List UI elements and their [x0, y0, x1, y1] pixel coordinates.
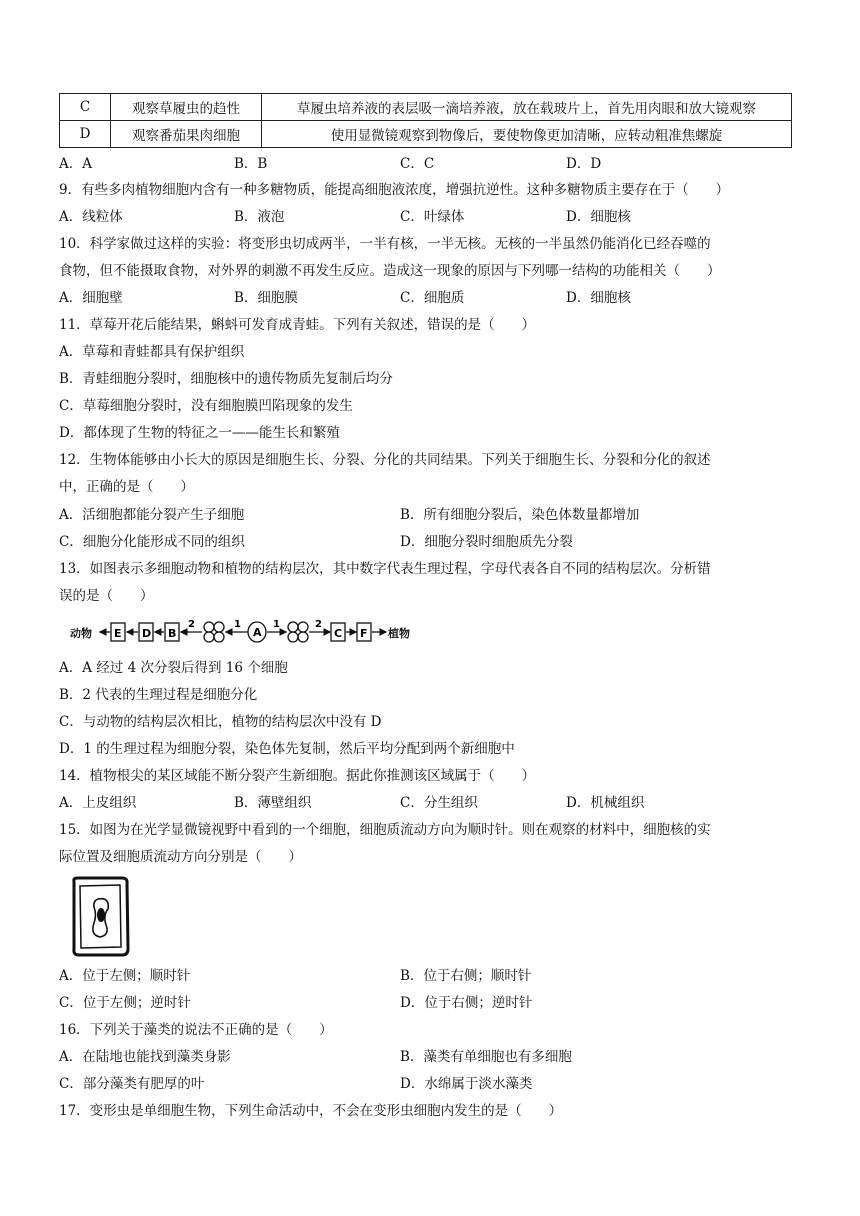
table-cell-method: 草履虫培养液的表层吸一滴培养液，放在载玻片上，首先用肉眼和放大镜观察	[262, 94, 792, 121]
cell-microscope-figure	[70, 875, 132, 959]
q11-option-c: C．草莓细胞分裂时，没有细胞膜凹陷现象的发生	[59, 398, 353, 414]
q12-option-b: B．所有细胞分裂后，染色体数量都增加	[400, 507, 640, 523]
table-row	[60, 94, 792, 121]
q9-option-d: D．细胞核	[566, 209, 631, 225]
q10-option-c: C．细胞质	[400, 290, 465, 306]
q11-option-b: B．青蛙细胞分裂时，细胞核中的遗传物质先复制后均分	[59, 371, 393, 387]
q15-option-d: D．位于右侧；逆时针	[400, 995, 533, 1011]
table-cell-letter: D	[60, 121, 111, 148]
four-cell-cluster-right	[288, 622, 308, 642]
q16-option-b: B．藻类有单细胞也有多细胞	[400, 1049, 572, 1065]
structure-levels-diagram	[70, 618, 415, 646]
q16-stem: 16．下列关于藻类的说法不正确的是（ ）	[59, 1022, 333, 1038]
diagram-letter-a: A	[253, 626, 262, 639]
nucleus-dark	[97, 908, 105, 922]
diagram-letter-e: E	[114, 627, 122, 640]
diagram-process-2-left: 2	[188, 619, 195, 630]
q14-stem: 14．植物根尖的某区域能不断分裂产生新细胞。据此你推测该区域属于（ ）	[59, 768, 536, 784]
q13-stem-line2: 误的是（ ）	[59, 588, 154, 604]
q16-option-c: C．部分藻类有肥厚的叶	[59, 1076, 205, 1092]
diagram-label-plant: 植物	[388, 627, 410, 640]
diagram-letter-f: F	[360, 627, 368, 640]
q9-option-c: C．叶绿体	[400, 209, 465, 225]
q14-option-a: A．上皮组织	[59, 795, 137, 811]
q8-option-c: C．C	[400, 156, 435, 172]
q15-option-b: B．位于右侧；顺时针	[400, 968, 532, 984]
q12-option-c: C．细胞分化能形成不同的组织	[59, 534, 245, 550]
table-cell-method: 使用显微镜观察到物像后，要使物像更加清晰，应转动粗准焦螺旋	[262, 121, 792, 148]
q14-option-c: C．分生组织	[400, 795, 478, 811]
diagram-process-2-right: 2	[315, 619, 322, 630]
q13-option-c: C．与动物的结构层次相比，植物的结构层次中没有 D	[59, 714, 382, 730]
q14-option-d: D．机械组织	[566, 795, 645, 811]
q16-option-a: A．在陆地也能找到藻类身影	[59, 1049, 231, 1065]
q12-stem-line2: 中，正确的是（ ）	[59, 479, 194, 495]
q8-option-b: B．B	[234, 156, 268, 172]
q11-option-d: D．都体现了生物的特征之一——能生长和繁殖	[59, 425, 340, 441]
q10-option-b: B．细胞膜	[234, 290, 298, 306]
q11-stem: 11．草莓开花后能结果，蝌蚪可发育成青蛙。下列有关叙述，错误的是（ ）	[59, 317, 536, 333]
q9-option-b: B．液泡	[234, 209, 285, 225]
table-row	[60, 121, 792, 148]
q17-stem: 17．变形虫是单细胞生物，下列生命活动中，不会在变形虫细胞内发生的是（ ）	[59, 1103, 563, 1119]
q8-option-a: A．A	[59, 156, 92, 172]
q12-stem-line1: 12．生物体能够由小长大的原因是细胞生长、分裂、分化的共同结果。下列关于细胞生长、分裂和分化的叙述	[59, 452, 711, 468]
q16-option-d: D．水绵属于淡水藻类	[400, 1076, 533, 1092]
diagram-process-1-left: 1	[234, 619, 241, 630]
table-cell-name: 观察草履虫的趋性	[111, 94, 262, 121]
diagram-process-1-right: 1	[273, 619, 280, 630]
diagram-letter-c: C	[334, 627, 343, 640]
four-cell-cluster-left	[204, 622, 224, 642]
q10-option-d: D．细胞核	[566, 290, 631, 306]
q8-option-d: D．D	[566, 156, 602, 172]
q15-option-a: A．位于左侧；顺时针	[59, 968, 191, 984]
q13-stem-line1: 13．如图表示多细胞动物和植物的结构层次，其中数字代表生理过程，字母代表各自不同的结构层次。分析错	[59, 561, 711, 577]
q9-stem: 9．有些多肉植物细胞内含有一种多糖物质，能提高细胞液浓度，增强抗逆性。这种多糖物质主要存在于（ ）	[59, 182, 730, 198]
q13-option-b: B．2 代表的生理过程是细胞分化	[59, 687, 258, 703]
diagram-letter-d: D	[142, 627, 152, 640]
q15-stem-line1: 15．如图为在光学显微镜视野中看到的一个细胞，细胞质流动方向为顺时针。则在观察的材料中，细胞核的实	[59, 822, 711, 838]
q9-option-a: A．线粒体	[59, 209, 123, 225]
q12-option-d: D．细胞分裂时细胞质先分裂	[400, 534, 573, 550]
q10-stem-line2: 食物，但不能摄取食物，对外界的刺激不再发生反应。造成这一现象的原因与下列哪一结构的功能相关（ ）	[59, 263, 721, 279]
diagram-label-animal: 动物	[70, 627, 92, 640]
q13-option-d: D．1 的生理过程为细胞分裂，染色体先复制，然后平均分配到两个新细胞中	[59, 741, 515, 757]
diagram-letter-b: B	[168, 627, 177, 640]
experiment-table	[59, 93, 792, 148]
q10-option-a: A．细胞壁	[59, 290, 123, 306]
q14-option-b: B．薄壁组织	[234, 795, 312, 811]
table-cell-letter: C	[60, 94, 111, 121]
q10-stem-line1: 10．科学家做过这样的实验：将变形虫切成两半，一半有核，一半无核。无核的一半虽然仍能消化已经吞噬的	[59, 236, 711, 252]
table-cell-name: 观察番茄果肉细胞	[111, 121, 262, 148]
q11-option-a: A．草莓和青蛙都具有保护组织	[59, 344, 245, 360]
q12-option-a: A．活细胞都能分裂产生子细胞	[59, 507, 245, 523]
q13-option-a: A．A 经过 4 次分裂后得到 16 个细胞	[59, 660, 288, 676]
q15-option-c: C．位于左侧；逆时针	[59, 995, 191, 1011]
q15-stem-line2: 际位置及细胞质流动方向分别是（ ）	[59, 849, 302, 865]
